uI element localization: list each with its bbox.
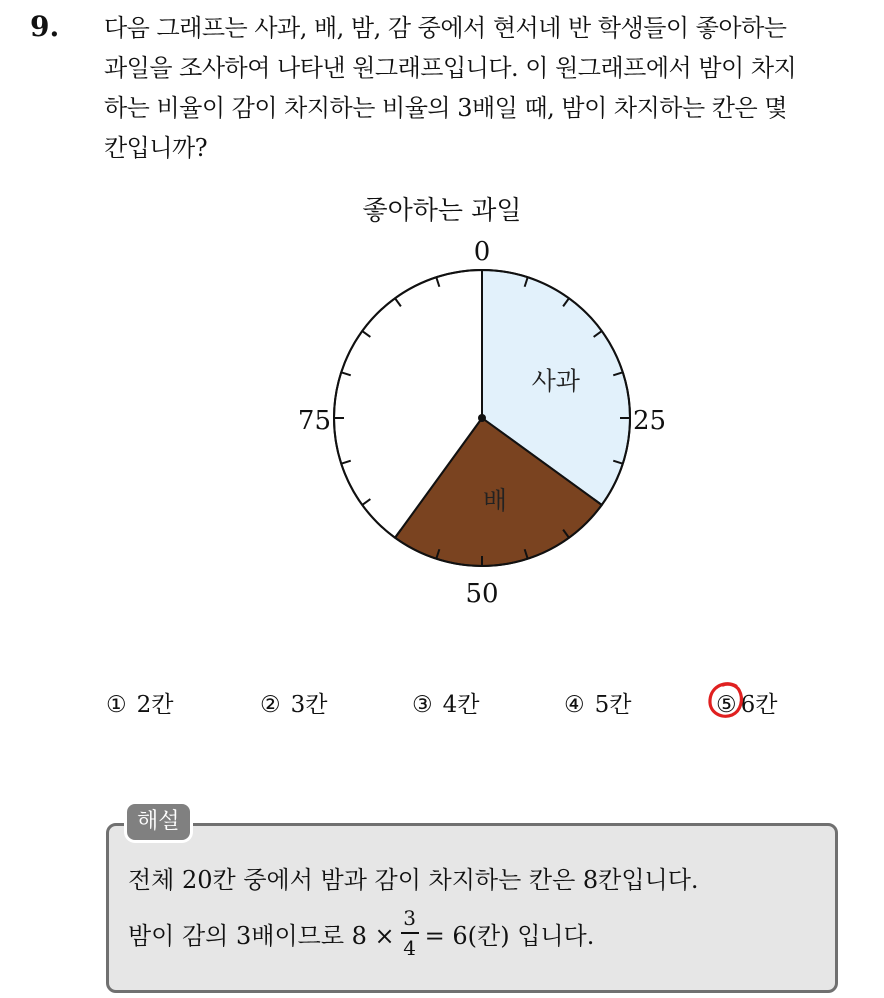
choice-mark: ② (260, 692, 281, 718)
choice-1[interactable] (106, 686, 173, 719)
chart-title: 좋아하는 과일 (362, 196, 522, 226)
choice-mark: ① (106, 692, 127, 718)
slice-label: 배 (482, 485, 508, 515)
fraction (401, 906, 419, 960)
question-line: 다음 그래프는 사과, 배, 밤, 감 중에서 현서네 반 학생들이 좋아하는 (104, 14, 787, 42)
choice-mark: ③ (412, 692, 433, 718)
explanation-text: = 6(칸) 입니다. (424, 921, 595, 950)
question-line: 과일을 조사하여 나타낸 원그래프입니다. 이 원그래프에서 밤이 차지 (104, 54, 797, 82)
explanation-line (128, 903, 594, 963)
question-line: 하는 비율이 감이 차지하는 비율의 3배일 때, 밤이 차지하는 칸은 몇 (104, 94, 787, 122)
choice-mark: ⑤ (716, 692, 737, 718)
question-number: 9. (30, 10, 60, 43)
choice-4[interactable] (564, 686, 631, 719)
scale-label: 0 (473, 237, 491, 267)
choice-text: 4칸 (442, 692, 480, 718)
choice-text: 2칸 (136, 692, 174, 718)
choice-text: 5칸 (594, 692, 632, 718)
choice-mark: ④ (564, 692, 585, 718)
explanation-tag: 해설 (127, 804, 190, 840)
explanation-text: 밤이 감의 3배이므로 8 × (128, 921, 395, 950)
slice-label: 사과 (531, 366, 580, 396)
answer-circle-mark (706, 680, 746, 720)
choice-2[interactable] (260, 686, 327, 719)
scale-label: 25 (633, 406, 667, 436)
fraction-denominator: 4 (403, 935, 416, 960)
choice-text: 3칸 (290, 692, 328, 718)
fraction-numerator: 3 (403, 906, 416, 931)
choice-text: 6칸 (740, 692, 778, 718)
choice-3[interactable] (412, 686, 479, 719)
scale-label: 75 (297, 406, 331, 436)
center-dot (478, 414, 486, 422)
scale-label: 50 (465, 579, 499, 609)
explanation-line: 전체 20칸 중에서 밤과 감이 차지하는 칸은 8칸입니다. (128, 866, 699, 894)
question-line: 칸입니까? (104, 134, 208, 162)
fraction-bar (401, 932, 419, 934)
